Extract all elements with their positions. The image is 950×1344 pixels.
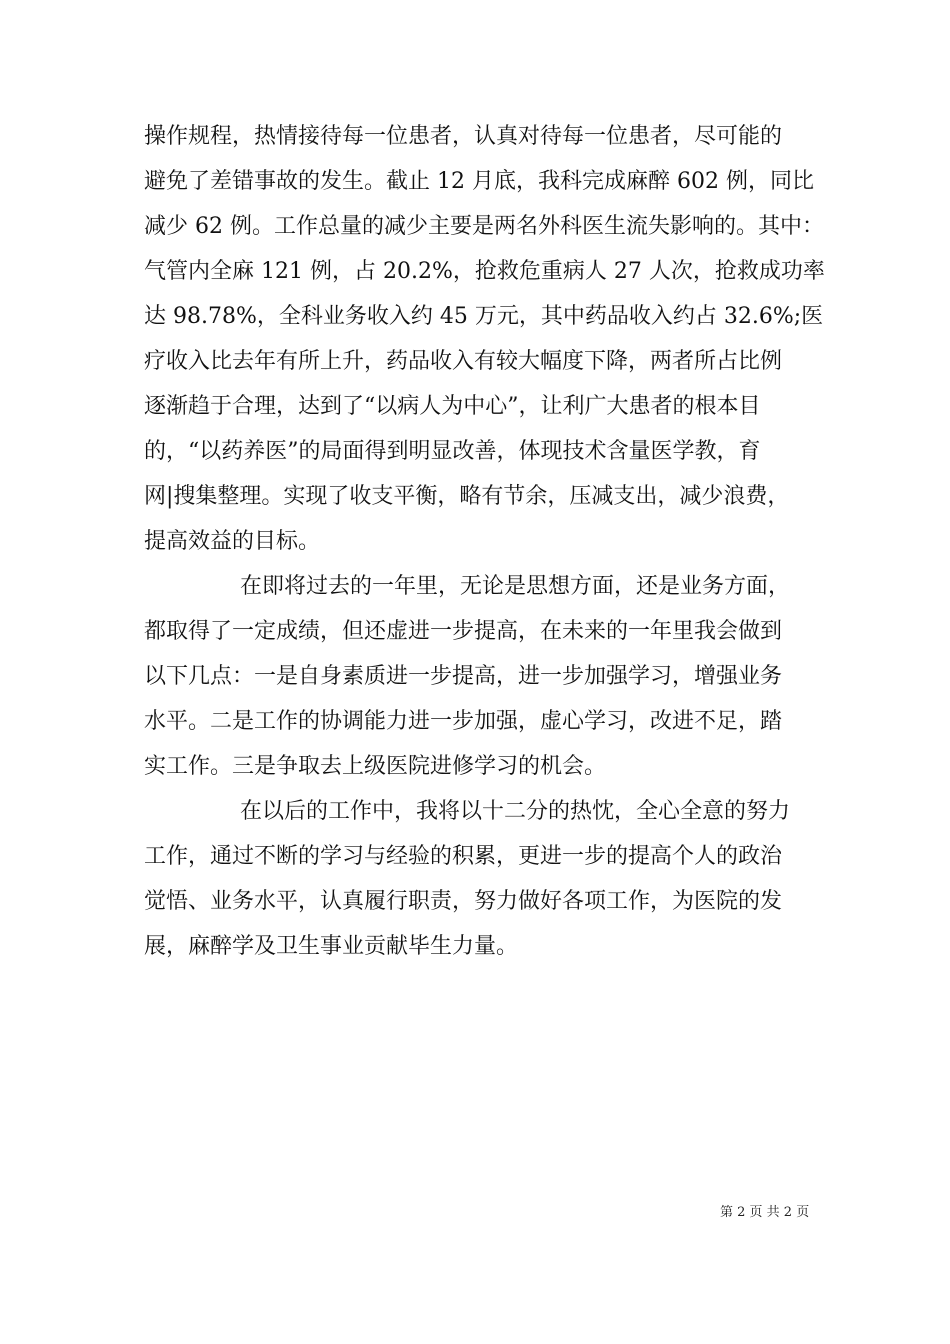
text-line: 工作，通过不断的学习与经验的积累，更进一步的提高个人的政治 [144, 844, 783, 869]
text-line: 的，“以药养医”的局面得到明显改善，体现技术含量医学教，育 [144, 439, 761, 464]
text-line: 提高效益的目标。 [144, 529, 321, 554]
paragraph-2 [144, 564, 814, 789]
page-number-footer: 第 2 页 共 2 页 [720, 1205, 810, 1220]
text-line: 达 98.78%，全科业务收入约 45 万元，其中药品收入约占 32.6%;医 [144, 304, 824, 329]
text-line: 以下几点：一是自身素质进一步提高，进一步加强学习，增强业务 [144, 664, 783, 689]
text-line: 减少 62 例。工作总量的减少主要是两名外科医生流失影响的。其中： [144, 214, 824, 239]
text-line: 展，麻醉学及卫生事业贡献毕生力量。 [144, 934, 519, 959]
text-line: 气管内全麻 121 例，占 20.2%，抢救危重病人 27 人次，抢救成功率 [144, 259, 825, 284]
text-line: 水平。二是工作的协调能力进一步加强，虚心学习，改进不足，踏 [144, 709, 783, 734]
body-text [144, 114, 825, 969]
paragraph-3 [144, 789, 814, 969]
text-line: 避免了差错事故的发生。截止 12 月底，我科完成麻醉 602 例，同比 [144, 169, 814, 194]
text-line: 都取得了一定成绩，但还虚进一步提高，在未来的一年里我会做到 [144, 619, 783, 644]
text-line: 在以后的工作中，我将以十二分的热忱，全心全意的努力 [240, 799, 791, 824]
text-line: 操作规程，热情接待每一位患者，认真对待每一位患者，尽可能的 [144, 124, 783, 149]
text-line: 觉悟、业务水平，认真履行职责，努力做好各项工作，为医院的发 [144, 889, 783, 914]
text-line: 网|搜集整理。实现了收支平衡，略有节余，压减支出，减少浪费， [144, 484, 790, 509]
text-line: 疗收入比去年有所上升，药品收入有较大幅度下降，两者所占比例 [144, 349, 783, 374]
paragraph-1 [144, 114, 825, 564]
text-line: 逐渐趋于合理，达到了“以病人为中心”，让利广大患者的根本目 [144, 394, 761, 419]
text-line: 在即将过去的一年里，无论是思想方面，还是业务方面， [240, 574, 791, 599]
text-line: 实工作。三是争取去上级医院进修学习的机会。 [144, 754, 607, 779]
